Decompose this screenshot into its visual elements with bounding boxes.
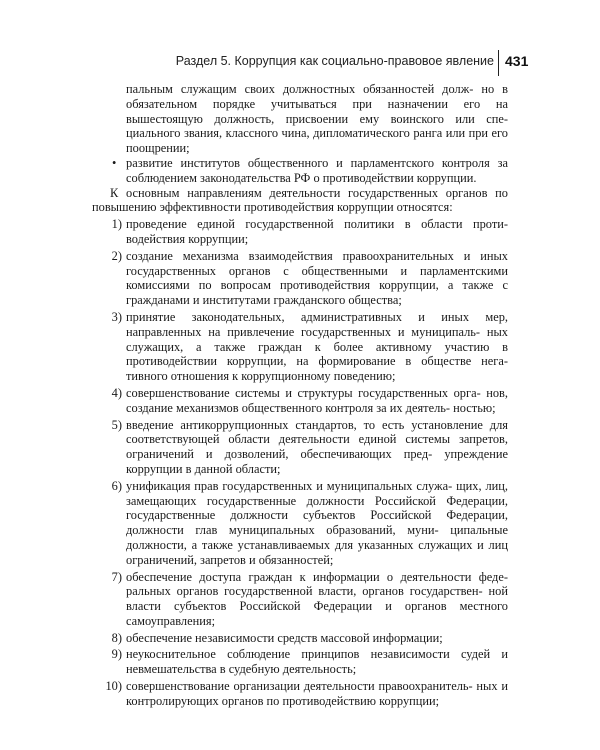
list-item [92, 647, 508, 677]
list-item [92, 249, 508, 308]
item-text: обеспечение доступа граждан к информации о деятельности феде- ральных органов государственной власти, органов государствен- ной власти субъектов Российской Федерации и органов местного самоуправления; [126, 569, 508, 628]
bullet-text: развитие институтов общественного и парламентского контроля за соблюдением законодательства РФ о противодействии коррупции. [126, 155, 508, 185]
continuation-paragraph: пальным служащим своих должностных обязанностей долж- но в обязательном порядке учитываться при назначении его на вышестоящую должность, присвоении ему воинского или спе- циального звания, классного чина, дипломатического ранга или при его поощрении; [126, 82, 508, 156]
section-title: Раздел 5. Коррупция как социально-правовое явление [175, 54, 494, 68]
list-item [92, 217, 508, 247]
item-text: принятие законодательных, административных и иных мер, направленных на привлечение государственных и муниципаль- ных служащих, а также граждан к более активному участию в противодействии коррупции, на формирование в обществе нега- тивного отношения к коррупционному поведению; [126, 309, 508, 384]
item-number: 7) [111, 569, 122, 584]
item-text: совершенствование системы и структуры государственных орга- нов, создание механизмов общественного контроля за их деятель- ностью; [126, 385, 508, 415]
list-item [92, 310, 508, 384]
list-item [92, 386, 508, 416]
intro-paragraph: К основным направлениям деятельности государственных органов по повышению эффективности противодействия коррупции относятся: [92, 185, 508, 215]
item-text: создание механизма взаимодействия правоохранительных и иных государственных органов с общественными и парламентскими комиссиями по вопросам противодействия коррупции, а также с гражданами и институтами гражданского общества; [126, 248, 508, 308]
item-number: 10) [105, 679, 122, 694]
item-text: совершенствование организации деятельности правоохранитель- ных и контролирующих органов по противодействию коррупции; [126, 679, 508, 708]
header-divider [498, 50, 499, 76]
item-number: 1) [111, 217, 122, 232]
list-item [92, 418, 508, 477]
item-number: 2) [111, 248, 122, 263]
page-number: 431 [505, 53, 529, 69]
item-number: 3) [111, 309, 122, 324]
item-text: проведение единой государственной политики в области проти- водействия коррупции; [126, 217, 508, 246]
item-number: 4) [111, 385, 122, 400]
list-item [92, 679, 508, 709]
running-header [0, 50, 600, 76]
item-number: 6) [111, 478, 122, 493]
item-number: 9) [111, 647, 122, 662]
item-number: 5) [111, 417, 122, 432]
item-text: унификация прав государственных и муниципальных служа- щих, лиц, замещающих государственные должности Российской Федерации, государственные должности субъектов Российской Федерации, должности глав муниципальных образований, муни- ципальные должности, а также устанавливаемых для указанных служащих и лиц ограничений, запретов и обязанностей; [126, 478, 508, 567]
list-item [92, 631, 508, 646]
bullet-item [92, 156, 508, 186]
item-text: обеспечение независимости средств массовой информации; [126, 630, 443, 645]
list-item [92, 479, 508, 568]
item-number: 8) [111, 630, 122, 645]
list-item [92, 570, 508, 629]
bullet-mark: • [112, 155, 117, 170]
item-text: неукоснительное соблюдение принципов независимости судей и невмешательства в судебную деятельность; [126, 647, 508, 677]
page-body [92, 82, 508, 709]
item-text: введение антикоррупционных стандартов, то есть установление для соответствующей области деятельности единой системы запретов, ограничений и дозволений, обеспечивающих пред- упреждение коррупции в данной области; [126, 417, 508, 476]
